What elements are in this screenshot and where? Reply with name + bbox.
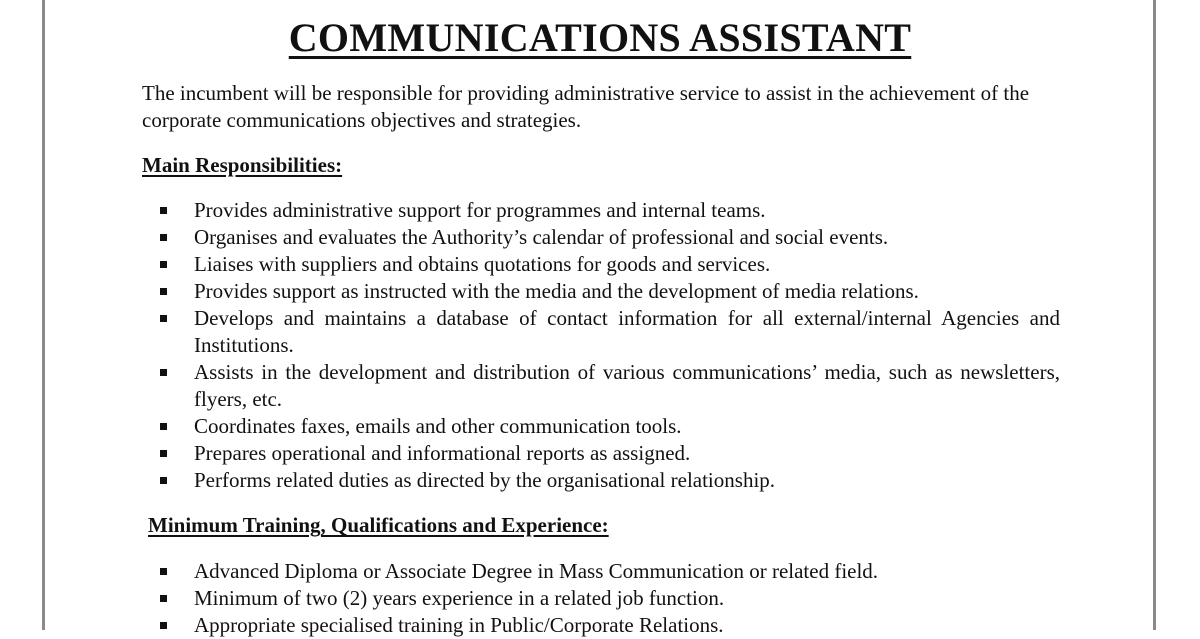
bullet-square-icon	[160, 595, 167, 602]
bullet-square-icon	[160, 477, 167, 484]
list-item-text: Minimum of two (2) years experience in a related job function.	[194, 586, 725, 610]
bullet-square-icon	[160, 261, 167, 268]
list-item-text: Performs related duties as directed by the organisational relationship.	[194, 468, 776, 492]
list-item-text: Organises and evaluates the Authority’s calendar of professional and social events.	[194, 225, 889, 249]
bullet-square-icon	[160, 369, 167, 376]
list-item	[160, 612, 1060, 639]
list-item	[160, 585, 1060, 612]
list-item	[160, 197, 1060, 224]
page-border-left	[42, 0, 45, 630]
bullet-square-icon	[160, 450, 167, 457]
list-item	[160, 359, 1060, 413]
list-item-text: Prepares operational and informational reports as assigned.	[194, 441, 691, 465]
list-item	[160, 251, 1060, 278]
list-item	[160, 278, 1060, 305]
bullet-square-icon	[160, 622, 167, 629]
list-item-text: Liaises with suppliers and obtains quotations for goods and services.	[194, 252, 771, 276]
list-item	[160, 413, 1060, 440]
list-item	[160, 224, 1060, 251]
list-item	[160, 305, 1060, 359]
list-item	[160, 467, 1060, 494]
page-title: COMMUNICATIONS ASSISTANT	[288, 15, 912, 60]
list-item	[160, 440, 1060, 467]
intro-paragraph: The incumbent will be responsible for providing administrative service to assist in the achievement of the corporate communications objectives and strategies.	[142, 81, 1030, 132]
qualifications-list	[160, 558, 1060, 639]
bullet-square-icon	[160, 234, 167, 241]
section-heading-main-responsibilities: Main Responsibilities:	[142, 153, 343, 177]
list-item-text: Provides administrative support for programmes and internal teams.	[194, 198, 766, 222]
list-item-text: Coordinates faxes, emails and other communication tools.	[194, 414, 682, 438]
list-item	[160, 558, 1060, 585]
list-item-text: Assists in the development and distribution of various communications’ media, such as newsletters, flyers, etc.	[194, 360, 1060, 411]
bullet-square-icon	[160, 423, 167, 430]
list-item-text: Advanced Diploma or Associate Degree in Mass Communication or related field.	[194, 559, 879, 583]
list-item-text: Appropriate specialised training in Public/Corporate Relations.	[194, 613, 724, 637]
list-item-text: Provides support as instructed with the media and the development of media relations.	[194, 279, 919, 303]
bullet-square-icon	[160, 207, 167, 214]
bullet-square-icon	[160, 288, 167, 295]
bullet-square-icon	[160, 568, 167, 575]
section-heading-minimum-training: Minimum Training, Qualifications and Experience:	[148, 513, 609, 537]
bullet-square-icon	[160, 315, 167, 322]
page-border-right	[1153, 0, 1156, 630]
list-item-text: Develops and maintains a database of contact information for all external/internal Agencies and Institutions.	[194, 306, 1060, 357]
responsibilities-list	[160, 197, 1060, 494]
